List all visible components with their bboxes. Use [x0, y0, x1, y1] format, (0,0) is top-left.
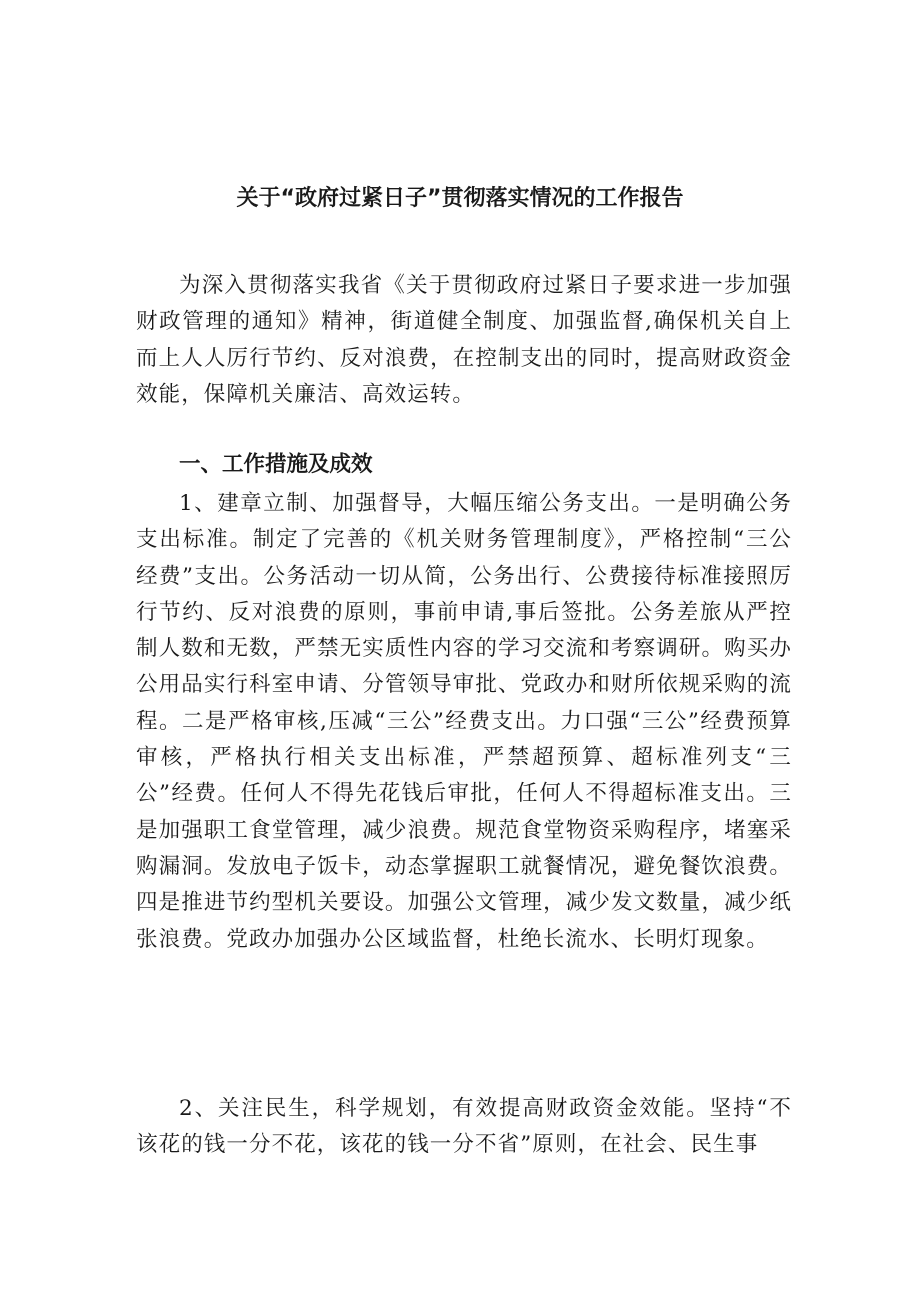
section-1-item-1-paragraph: 1、建章立制、加强督导，大幅压缩公务支出。一是明确公务支出标准。制定了完善的《机关财务管理制度》，严格控制“三公经费”支出。公务活动一切从简，公务出行、公费接待标准接照厉行节约、反对浪费的原则，事前申请,事后签批。公务差旅从严控制人数和无数，严禁无实质性内容的学习交流和考察调研。购买办公用品实行科室申请、分管领导审批、党政办和财所依规采购的流程。二是严格审核,压减“三公”经费支出。力口强“三公”经费预算审核，严格执行相关支出标准，严禁超预算、超标准列支“三公”经费。任何人不得先花钱后审批，任何人不得超标准支出。三是加强职工食堂管理，减少浪费。规范食堂物资采购程序，堵塞采购漏洞。发放电子饭卡，动态掌握职工就餐情况，避免餐饮浪费。四是推进节约型机关要设。加强公文管理，减少发文数量，减少纸张浪费。党政办加强办公区域监督，杜绝长流水、长明灯现象。: [136, 491, 792, 952]
intro-paragraph: 为深入贯彻落实我省《关于贯彻政府过紧日子要求进一步加强财政管理的通知》精神，街道健全制度、加强监督,确保机关自上而上人人厉行节约、反对浪费，在控制支出的同时，提高财政资金效能，保障机关廉洁、高效运转。: [136, 273, 792, 407]
section-heading-1: 一、工作措施及成效: [179, 452, 373, 477]
document-title: 关于“政府过紧日子”贯彻落实情况的工作报告: [236, 186, 684, 211]
section-1-item-2-paragraph: 2、关注民生，科学规划，有效提高财政资金效能。坚持“不该花的钱一分不花，该花的钱一分不省”原则，在社会、民生事: [136, 1096, 792, 1158]
